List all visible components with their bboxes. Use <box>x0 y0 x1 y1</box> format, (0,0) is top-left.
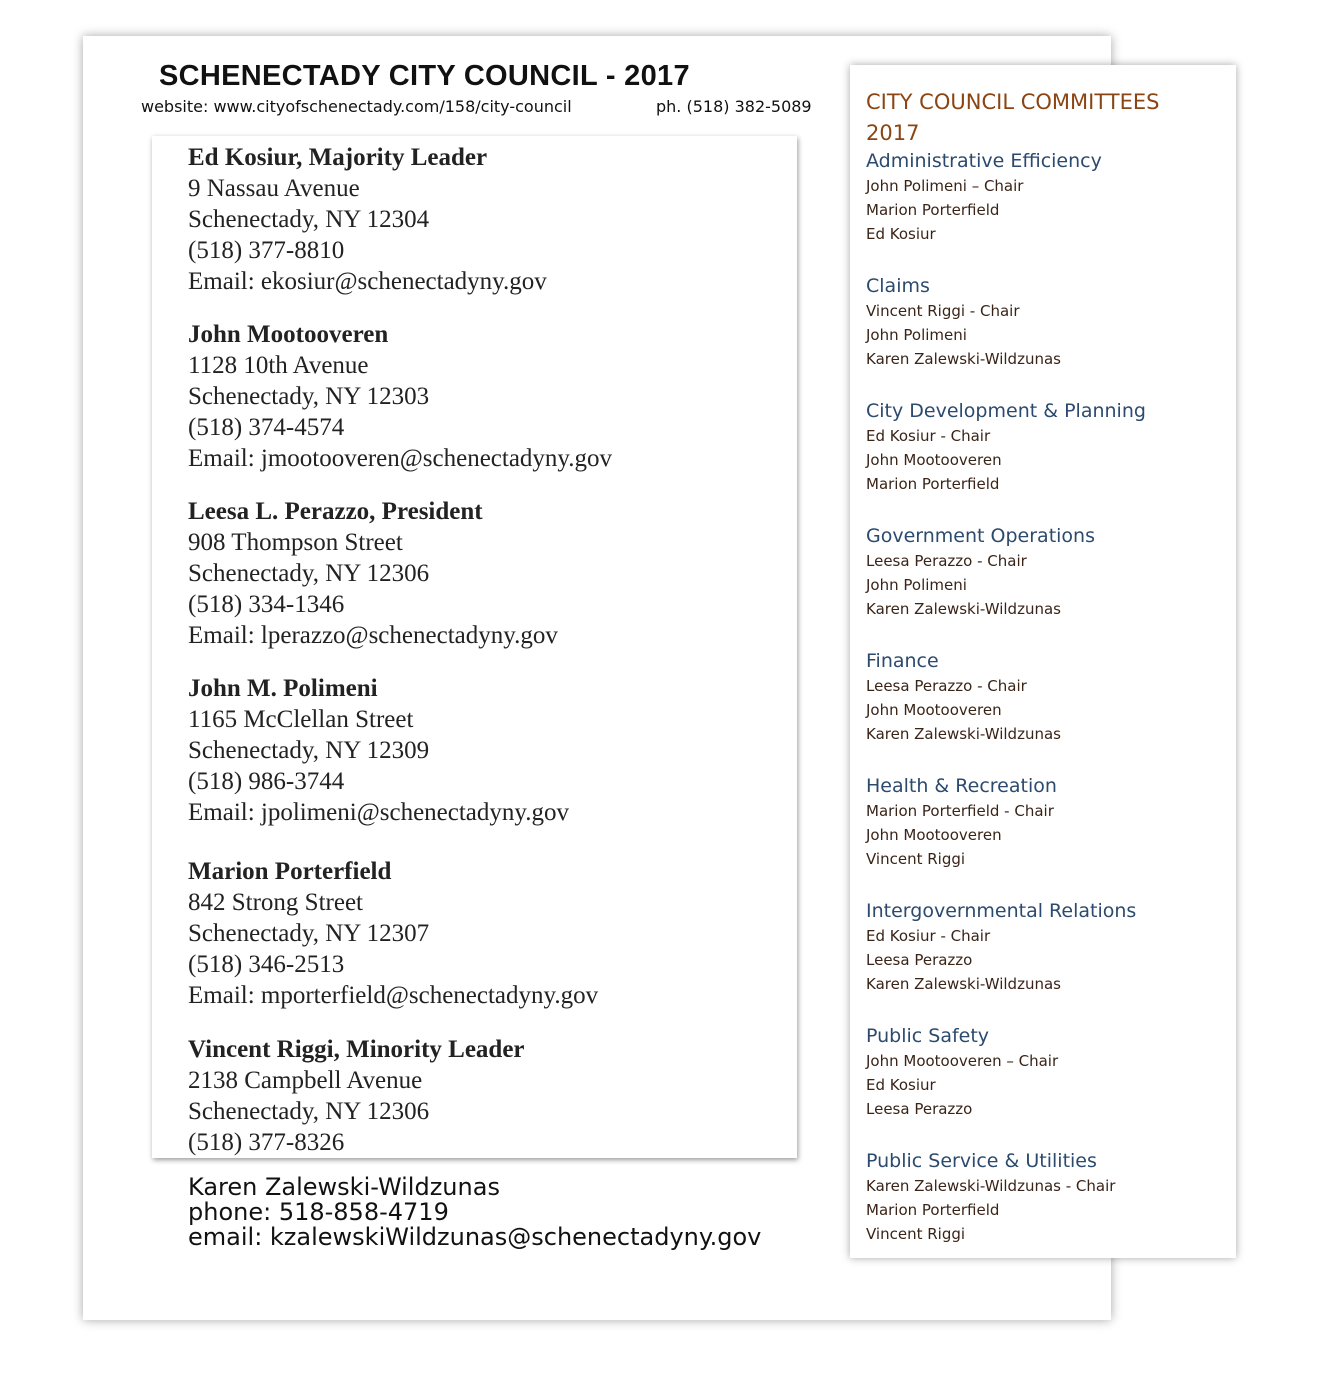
committee-member: Ed Kosiur <box>866 1076 936 1094</box>
committee-member: Marion Porterfield <box>866 1201 1000 1219</box>
committee-member: Leesa Perazzo - Chair <box>866 677 1027 695</box>
committee <box>866 398 1228 496</box>
committee-member: John Mootooveren – Chair <box>866 1052 1059 1070</box>
website-text: website: www.cityofschenectady.com/158/city-council <box>141 97 572 116</box>
member-name: Marion Porterfield <box>188 858 392 885</box>
committee-member: Marion Porterfield <box>866 475 1000 493</box>
member-street: 908 Thompson Street <box>188 529 403 556</box>
member-street: 1128 10th Avenue <box>188 352 369 379</box>
member-directory <box>152 136 797 1158</box>
member-entry <box>188 496 558 651</box>
main-phone-text: ph. (518) 382-5089 <box>656 97 812 116</box>
member-phone: (518) 986-3744 <box>188 768 345 795</box>
member-email: Email: ekosiur@schenectadyny.gov <box>188 268 547 295</box>
committee-member: Leesa Perazzo - Chair <box>866 552 1027 570</box>
member-entry <box>188 319 612 474</box>
committee-member: Leesa Perazzo <box>866 951 973 969</box>
committee-member: John Mootooveren <box>866 826 1002 844</box>
extra-member-phone: phone: 518-858-4719 <box>188 1198 449 1226</box>
extra-member-email: email: kzalewskiWildzunas@schenectadyny.gov <box>188 1223 762 1251</box>
committee-member: Ed Kosiur - Chair <box>866 427 991 445</box>
committee-member: Karen Zalewski-Wildzunas <box>866 600 1061 618</box>
member-entry <box>188 1034 525 1158</box>
committee-member: Ed Kosiur <box>866 225 936 243</box>
committee-member: John Mootooveren <box>866 701 1002 719</box>
member-entry <box>188 673 569 828</box>
committee-member: Marion Porterfield <box>866 201 1000 219</box>
committee-name: Claims <box>866 275 930 297</box>
member-email: Email: jmootooveren@schenectadyny.gov <box>188 445 613 472</box>
committee-member: Karen Zalewski-Wildzunas - Chair <box>866 1177 1116 1195</box>
committee <box>866 148 1228 246</box>
committee-name: Government Operations <box>866 525 1095 547</box>
committee-member: Karen Zalewski-Wildzunas <box>866 725 1061 743</box>
committee-name: Administrative Efficiency <box>866 150 1102 172</box>
member-city: Schenectady, NY 12306 <box>188 560 430 587</box>
committee-name: Health & Recreation <box>866 775 1057 797</box>
member-street: 9 Nassau Avenue <box>188 175 360 202</box>
extra-member-name: Karen Zalewski-Wildzunas <box>188 1173 500 1201</box>
member-email: Email: lperazzo@schenectadyny.gov <box>188 622 558 649</box>
committee-name: Public Safety <box>866 1025 990 1047</box>
committee-name: Finance <box>866 650 939 672</box>
committee-name: City Development & Planning <box>866 400 1146 422</box>
member-phone: (518) 374-4574 <box>188 414 345 441</box>
member-email: Email: jpolimeni@schenectadyny.gov <box>188 799 570 826</box>
committee <box>866 1148 1228 1246</box>
committee <box>866 523 1228 621</box>
committee <box>866 1023 1228 1121</box>
member-phone: (518) 377-8810 <box>188 237 345 264</box>
committees-panel <box>850 65 1236 1258</box>
member-phone: (518) 346-2513 <box>188 951 345 978</box>
member-city: Schenectady, NY 12303 <box>188 383 430 410</box>
committee <box>866 773 1228 871</box>
extra-member-entry <box>188 1175 761 1250</box>
committee-member: Karen Zalewski-Wildzunas <box>866 975 1061 993</box>
member-street: 2138 Campbell Avenue <box>188 1067 423 1094</box>
committee-member: John Polimeni <box>866 576 967 594</box>
member-street: 842 Strong Street <box>188 889 363 916</box>
member-city: Schenectady, NY 12306 <box>188 1098 430 1125</box>
committees-title-line1: CITY COUNCIL COMMITTEES <box>866 90 1160 114</box>
committee <box>866 648 1228 746</box>
member-phone: (518) 334-1346 <box>188 591 345 618</box>
committee-member: Marion Porterfield - Chair <box>866 802 1054 820</box>
page-title: SCHENECTADY CITY COUNCIL - 2017 <box>159 60 690 92</box>
member-street: 1165 McClellan Street <box>188 706 414 733</box>
committee-member: John Mootooveren <box>866 451 1002 469</box>
committee-name: Intergovernmental Relations <box>866 900 1137 922</box>
member-city: Schenectady, NY 12304 <box>188 206 430 233</box>
committee <box>866 898 1228 996</box>
member-name: Vincent Riggi, Minority Leader <box>188 1036 525 1063</box>
committee-member: Vincent Riggi - Chair <box>866 302 1020 320</box>
member-email: Email: mporterfield@schenectadyny.gov <box>188 982 599 1009</box>
member-name: John M. Polimeni <box>188 675 378 702</box>
committee-member: John Polimeni <box>866 326 967 344</box>
committee-member: Vincent Riggi <box>866 850 966 868</box>
committee-member: John Polimeni – Chair <box>866 177 1024 195</box>
committee-name: Public Service & Utilities <box>866 1150 1097 1172</box>
committees-title-line2: 2017 <box>866 121 920 145</box>
committees-title <box>866 87 1226 149</box>
member-city: Schenectady, NY 12309 <box>188 737 430 764</box>
committee-member: Karen Zalewski-Wildzunas <box>866 350 1061 368</box>
member-name: Leesa L. Perazzo, President <box>188 498 483 525</box>
member-name: John Mootooveren <box>188 321 389 348</box>
member-phone: (518) 377-8326 <box>188 1129 345 1156</box>
committee-member: Vincent Riggi <box>866 1225 966 1243</box>
committee-member: Ed Kosiur - Chair <box>866 927 991 945</box>
committee <box>866 273 1228 371</box>
committee-member: Leesa Perazzo <box>866 1100 973 1118</box>
member-city: Schenectady, NY 12307 <box>188 920 430 947</box>
member-name: Ed Kosiur, Majority Leader <box>188 144 488 171</box>
member-entry <box>188 856 598 1011</box>
member-entry <box>188 142 547 297</box>
